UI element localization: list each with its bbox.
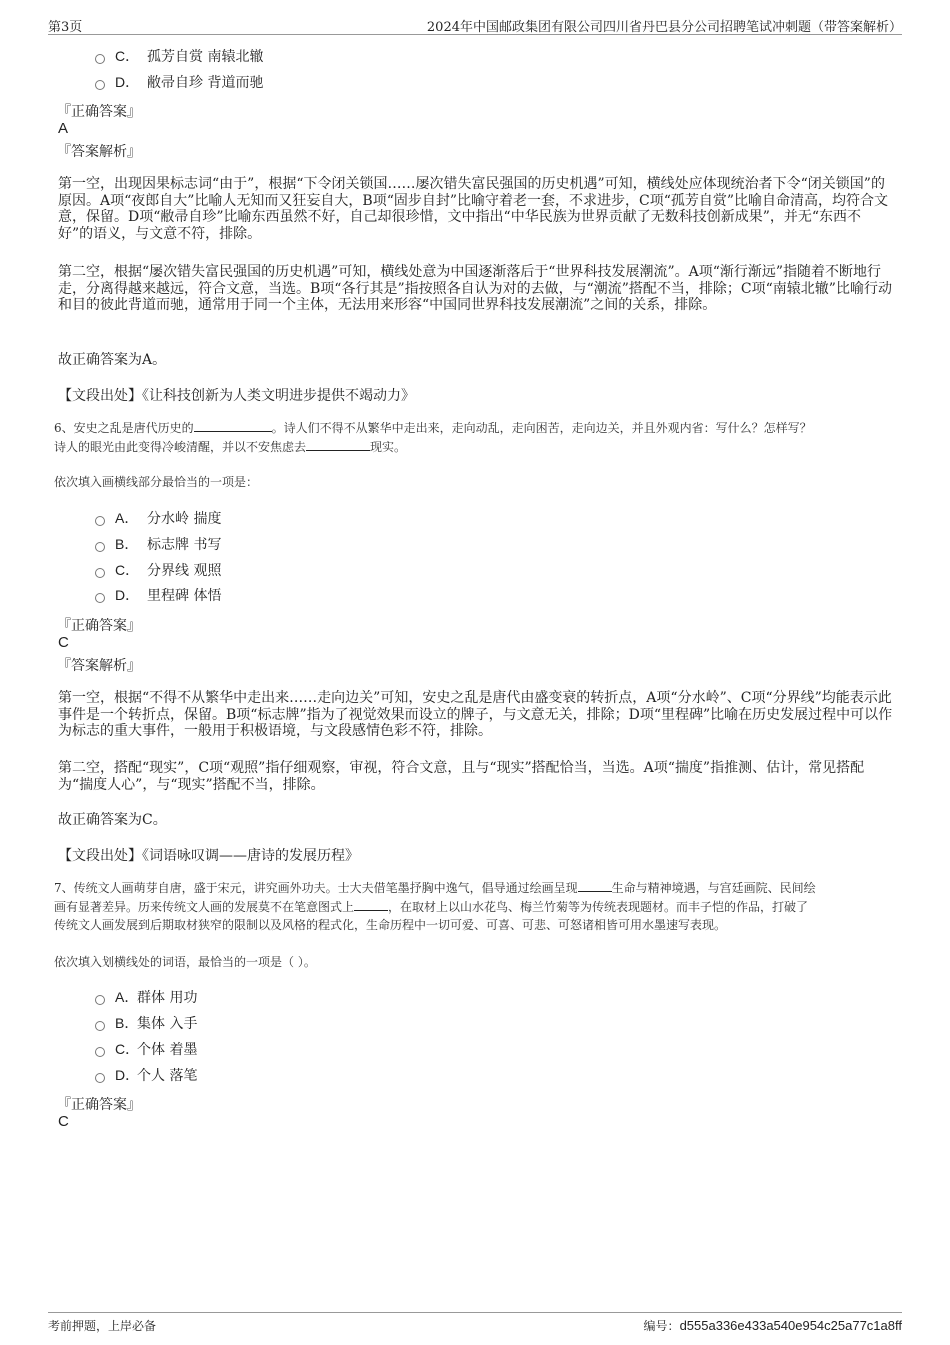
q7-answer: C (58, 1113, 69, 1130)
q7-option-a[interactable]: A．群体 用功 (95, 986, 197, 1008)
q5-analysis-paragraph-1: 第一空，出现因果标志词“由于”，根据“下令闭关锁国……屡次错失富民强国的历史机遇”可知，横线处应体现统治者下令“闭关锁国”的原因。A项“夜郎自大”比喻人无知而又狂妄自大，B项“固步自封”比喻守着老一套，不求进步，C项“孤芳自赏”比喻自命清高，均符合文意，保留。D项“敝帚自珍”比喻东西虽然不好，自己却很珍惜，文中指出“中华民族为世界贡献了无数科技创新成果”，并无“东西不好”的语义，与文意不符，排除。 (58, 176, 889, 242)
footer-slogan: 考前押题，上岸必备 (48, 1319, 157, 1333)
radio-icon[interactable] (95, 1021, 105, 1031)
q6-source: 【文段出处】《词语咏叹调——唐诗的发展历程》 (58, 848, 359, 864)
q6-analysis-label: 『答案解析』 (57, 658, 141, 674)
q7-stem: 7、传统文人画萌芽自唐，盛于宋元，讲究画外功夫。士大夫借笔墨抒胸中逸气，倡导通过绘画呈现 生命与精神境遇，与宫廷画院、民间绘 画有显著差异。历来传统文人画的发展莫不在笔意图式上 ，在取材上以山水花鸟、梅兰竹菊等为传统表现题材。而丰子恺的作品，打破了 传统文人画发展到后期取材狭窄的限制以及风格的程式化，生命历程中一切可爱、可喜、可悲、可怒诸相皆可用水墨速写表现。 (54, 881, 816, 932)
radio-icon[interactable] (95, 1047, 105, 1057)
q7-option-d[interactable]: D．个人 落笔 (95, 1064, 197, 1086)
q6-answer-label: 『正确答案』 (57, 618, 141, 634)
q6-analysis-paragraph-1: 第一空，根据“不得不从繁华中走出来……走向边关”可知，安史之乱是唐代由盛变衰的转折点，A项“分水岭”、C项“分界线”均能表示此事件是一个转折点，保留。B项“标志牌”指为了视觉效果而设立的牌子，与文意无关，排除；D项“里程碑”比喻在历史发展过程中可以作为标志的重大事件，一般用于积极语境，与文段感情色彩不符，排除。 (58, 690, 893, 739)
q6-option-d[interactable]: D． 里程碑 体悟 (95, 584, 221, 606)
q6-prompt: 依次填入画横线部分最恰当的一项是： (54, 475, 259, 489)
radio-icon[interactable] (95, 54, 105, 64)
q7-blank-2 (354, 898, 388, 911)
q6-blank-1 (194, 419, 272, 432)
document-code: 编号：d555a336e433a540e954c25a77c1a8ff (643, 1318, 902, 1333)
page-footer (48, 1312, 902, 1335)
q7-option-c[interactable]: C．个体 着墨 (95, 1038, 197, 1060)
q5-analysis-label: 『答案解析』 (57, 144, 141, 160)
q5-answer: A (58, 120, 69, 137)
q5-option-d[interactable]: D． 敝帚自珍 背道而驰 (95, 71, 263, 93)
radio-icon[interactable] (95, 568, 105, 578)
radio-icon[interactable] (95, 593, 105, 603)
q6-blank-2 (306, 438, 370, 451)
q5-option-c[interactable]: C． 孤芳自赏 南辕北辙 (95, 45, 263, 67)
q5-answer-label: 『正确答案』 (57, 104, 141, 120)
q5-conclusion: 故正确答案为A。 (58, 352, 167, 368)
q5-analysis-paragraph-2: 第二空，根据“屡次错失富民强国的历史机遇”可知，横线处意为中国逐渐落后于“世界科技发展潮流”。A项“渐行渐远”指随着不断地行走，分离得越来越远，符合文意，当选。B项“各行其是”指按照各自认为对的去做，与“潮流”搭配不当，排除；C项“南辕北辙”比喻行动和目的彼此背道而驰，通常用于同一个主体，无法用来形容“中国同世界科技发展潮流”之间的关系，排除。 (58, 264, 892, 313)
q6-answer: C (58, 634, 69, 651)
page-number: 第3页 (48, 20, 83, 35)
radio-icon[interactable] (95, 1073, 105, 1083)
q7-blank-1 (578, 879, 612, 892)
document-title: 2024年中国邮政集团有限公司四川省丹巴县分公司招聘笔试冲刺题（带答案解析） (426, 20, 902, 35)
radio-icon[interactable] (95, 995, 105, 1005)
q6-option-a[interactable]: A． 分水岭 揣度 (95, 507, 221, 529)
q7-answer-label: 『正确答案』 (57, 1097, 141, 1113)
radio-icon[interactable] (95, 516, 105, 526)
q6-conclusion: 故正确答案为C。 (58, 812, 167, 828)
q7-option-b[interactable]: B．集体 入手 (95, 1012, 197, 1034)
q6-analysis-paragraph-2: 第二空，搭配“现实”，C项“观照”指仔细观察，审视，符合文意，且与“现实”搭配恰当，当选。A项“揣度”指推测、估计，常见搭配为“揣度人心”，与“现实”搭配不当，排除。 (58, 760, 865, 793)
q6-option-b[interactable]: B． 标志牌 书写 (95, 533, 221, 555)
q6-stem: 6、安史之乱是唐代历史的 。诗人们不得不从繁华中走出来，走向动乱，走向困苦，走向边关，并且外观内省：写什么？怎样写？ 诗人的眼光由此变得冷峻清醒，并以不安焦虑去 现实。 (54, 421, 812, 454)
page-header (48, 14, 902, 35)
radio-icon[interactable] (95, 80, 105, 90)
q7-prompt: 依次填入划横线处的词语，最恰当的一项是（ ）。 (54, 955, 316, 969)
radio-icon[interactable] (95, 542, 105, 552)
q6-option-c[interactable]: C． 分界线 观照 (95, 559, 221, 581)
q5-source: 【文段出处】《让科技创新为人类文明进步提供不竭动力》 (58, 388, 415, 404)
